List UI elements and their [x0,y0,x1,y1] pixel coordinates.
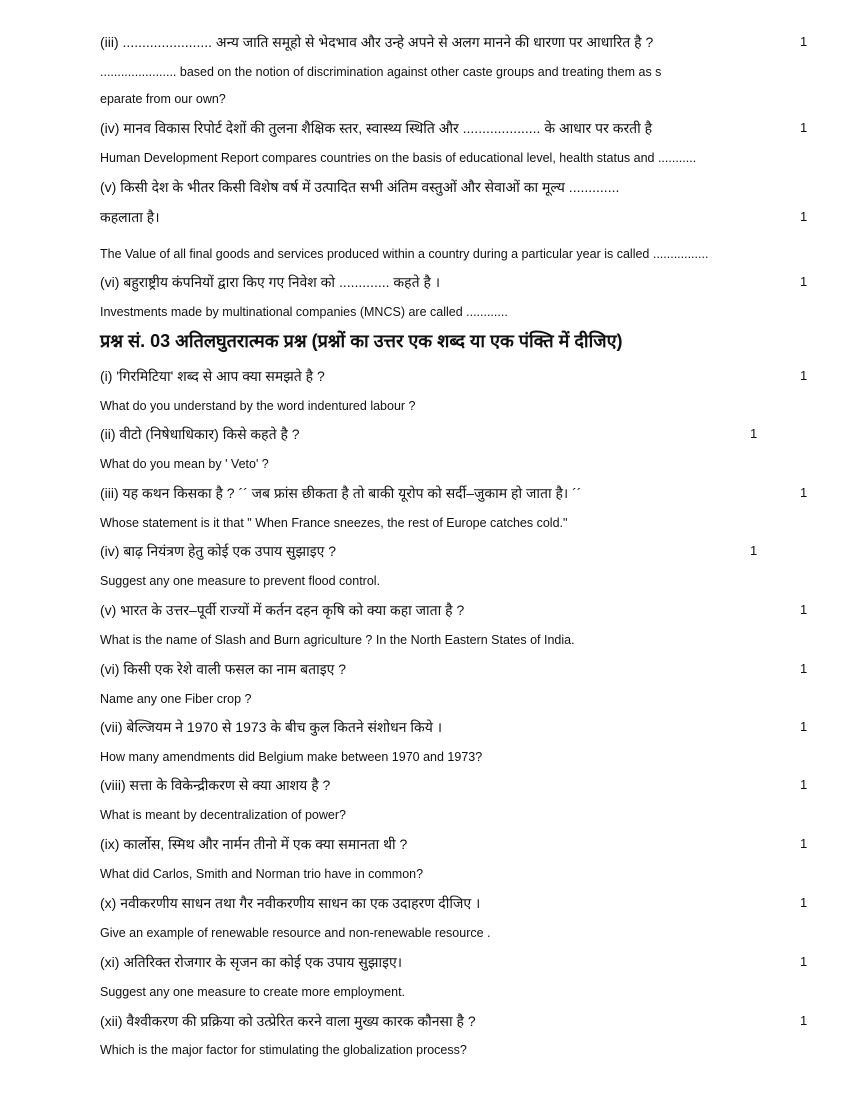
question-english: Investments made by multinational companies (MNCS) are called ............ [100,305,508,319]
question-english: Name any one Fiber crop ? [100,692,252,706]
question-hindi: (vi) किसी एक रेशे वाली फसल का नाम बताइए ? [100,661,347,677]
question-english: ...................... based on the notion of discrimination against other caste groups and treating them as s [100,65,662,79]
question-hindi: (vi) बहुराष्ट्रीय कंपनियों द्वारा किए गए निवेश को ............. कहते है । [100,274,441,290]
question-english: Whose statement is it that " When France sneezes, the rest of Europe catches cold." [100,516,568,530]
question-english: eparate from our own? [100,92,226,106]
question-hindi: (x) नवीकरणीय साधन तथा गैर नवीकरणीय साधन का एक उदाहरण दीजिए । [100,895,481,911]
question-english: The Value of all final goods and services produced within a country during a particular year is called ................ [100,247,709,261]
question-english: What do you mean by ' Veto' ? [100,457,269,471]
question-english: Give an example of renewable resource and non-renewable resource . [100,926,491,940]
marks-value: 1 [800,485,808,500]
question-hindi: (v) भारत के उत्तर–पूर्वी राज्यों में कर्तन दहन कृषि को क्या कहा जाता है ? [100,602,465,618]
question-english: Suggest any one measure to create more employment. [100,985,406,999]
question-english: Which is the major factor for stimulating the globalization process? [100,1043,467,1057]
question-hindi: (vii) बेल्जियम ने 1970 से 1973 के बीच कुल कितने संशोधन किये । [100,719,443,735]
marks-value: 1 [750,543,758,558]
question-english: Human Development Report compares countries on the basis of educational level, health status and ........... [100,151,697,165]
marks-value: 1 [800,719,808,734]
question-english: What is the name of Slash and Burn agriculture ? In the North Eastern States of India. [100,633,575,647]
question-english: Suggest any one measure to prevent flood control. [100,574,381,588]
marks-value: 1 [800,209,808,224]
question-hindi: (xi) अतिरिक्त रोजगार के सृजन का कोई एक उपाय सुझाइए। [100,954,403,970]
question-english: What is meant by decentralization of power? [100,808,346,822]
question-english: How many amendments did Belgium make between 1970 and 1973? [100,750,483,764]
marks-value: 1 [800,895,808,910]
question-hindi: (iii) ....................... अन्य जाति समूहो से भेदभाव और उन्हे अपने से अलग मानने की धारणा पर आधारित है ? [100,34,654,50]
question-hindi: (iii) यह कथन किसका है ? ´´ जब फ्रांस छीकता है तो बाकी यूरोप को सर्दी–जुकाम हो जाता है। ´´ [100,485,582,501]
marks-value: 1 [750,426,758,441]
marks-value: 1 [800,274,808,289]
marks-value: 1 [800,836,808,851]
marks-value: 1 [800,1013,808,1028]
section-heading: प्रश्न सं. 03 अतिलघुतरात्मक प्रश्न (प्रश्नों का उत्तर एक शब्द या एक पंक्ति में दीजिए) [100,331,623,351]
question-hindi: (v) किसी देश के भीतर किसी विशेष वर्ष में उत्पादित सभी अंतिम वस्तुओं और सेवाओं का मूल्य ............. [100,179,620,195]
question-english: What did Carlos, Smith and Norman trio have in common? [100,867,424,881]
question-hindi: (viii) सत्ता के विकेन्द्रीकरण से क्या आशय है ? [100,777,331,793]
question-hindi: (xii) वैश्वीकरण की प्रक्रिया को उत्प्रेरित करने वाला मुख्य कारक कौनसा है ? [100,1013,476,1029]
marks-value: 1 [800,777,808,792]
question-hindi: (iv) बाढ़ नियंत्रण हेतु कोई एक उपाय सुझाइए ? [100,543,337,559]
question-hindi: (ix) कार्लोस, स्मिथ और नार्मन तीनो में एक क्या समानता थी ? [100,836,408,852]
marks-value: 1 [800,661,808,676]
question-hindi: (iv) मानव विकास रिपोर्ट देशों की तुलना शैक्षिक स्तर, स्वास्थ्य स्थिति और .................... के आधार पर करती है [100,120,653,136]
marks-value: 1 [800,34,808,49]
marks-value: 1 [800,120,808,135]
marks-value: 1 [800,368,808,383]
marks-value: 1 [800,954,808,969]
question-hindi: (ii) वीटो (निषेधाधिकार) किसे कहते है ? [100,426,300,442]
question-hindi: (i) 'गिरमिटिया' शब्द से आप क्या समझते है ? [100,368,325,384]
marks-value: 1 [800,602,808,617]
question-hindi: कहलाता है। [100,209,160,225]
question-english: What do you understand by the word indentured labour ? [100,399,416,413]
